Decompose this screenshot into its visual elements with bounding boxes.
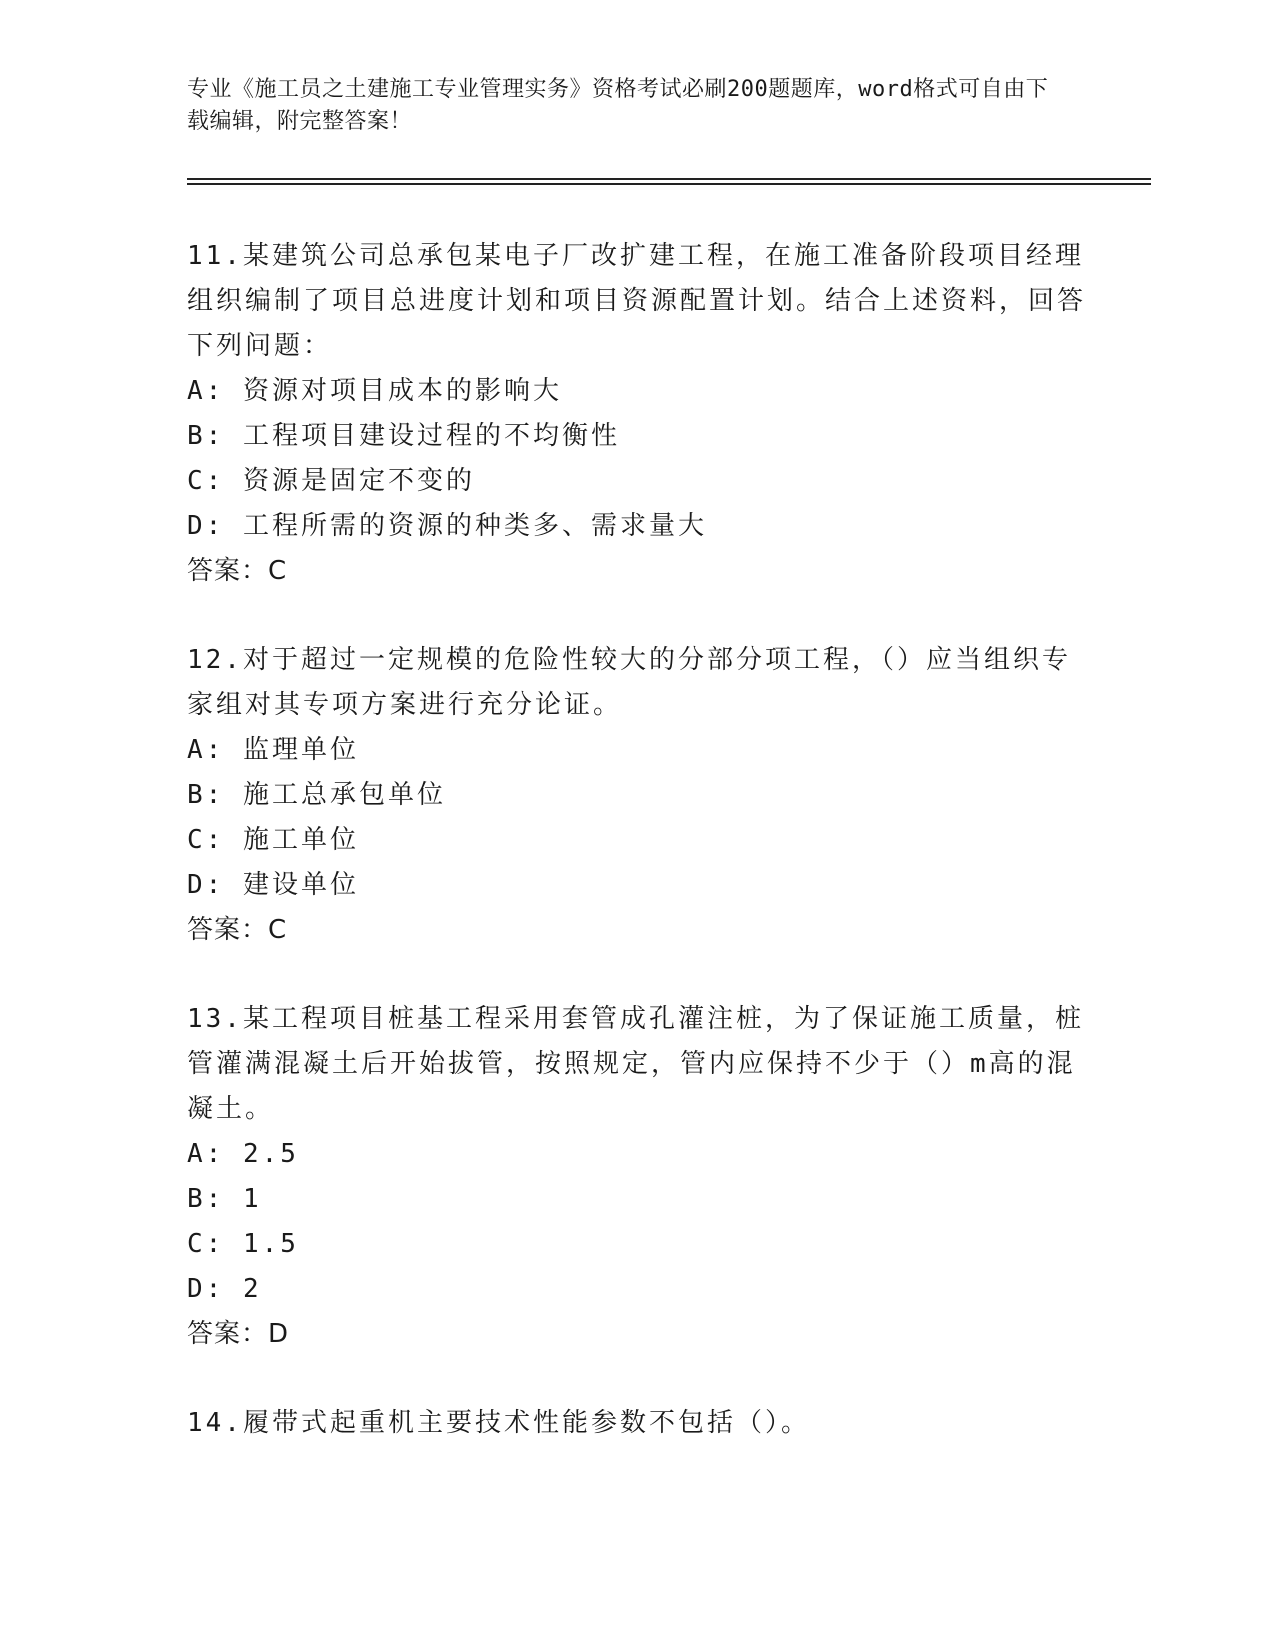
answer: 答案：C [187,915,288,945]
option-c: C: 资源是固定不变的 [187,466,475,496]
question-text: 13.某工程项目桩基工程采用套管成孔灌注桩，为了保证施工质量，桩管灌满混凝土后开始拔管，按照规定，管内应保持不少于（）m高的混凝土。 [187,1004,1084,1124]
answer: 答案：C [187,556,288,586]
option-c: C: 施工单位 [187,825,359,855]
option-c: C: 1.5 [187,1229,299,1259]
option-d: D: 2 [187,1274,262,1304]
question-list [187,234,1087,1490]
option-a: A: 资源对项目成本的影响大 [187,376,562,406]
document-header: 专业《施工员之土建施工专业管理实务》资格考试必刷200题题库，word格式可自由下载编辑，附完整答案！ [187,77,1049,134]
option-d: D: 工程所需的资源的种类多、需求量大 [187,511,707,541]
question-11 [187,234,1087,594]
header-rule-bottom [187,183,1151,185]
answer: 答案：D [187,1319,290,1349]
header-rule-top [187,178,1151,180]
question-text: 11.某建筑公司总承包某电子厂改扩建工程，在施工准备阶段项目经理组织编制了项目总进度计划和项目资源配置计划。结合上述资料，回答下列问题： [187,241,1087,361]
option-b: B: 1 [187,1184,262,1214]
question-text: 12.对于超过一定规模的危险性较大的分部分项工程，（）应当组织专家组对其专项方案进行充分论证。 [187,645,1071,720]
option-a: A: 监理单位 [187,735,359,765]
option-d: D: 建设单位 [187,870,359,900]
question-14 [187,1401,1087,1446]
option-b: B: 施工总承包单位 [187,780,446,810]
question-12 [187,638,1087,953]
option-b: B: 工程项目建设过程的不均衡性 [187,421,620,451]
question-13 [187,997,1087,1357]
question-text: 14.履带式起重机主要技术性能参数不包括（）。 [187,1408,810,1438]
option-a: A: 2.5 [187,1139,299,1169]
